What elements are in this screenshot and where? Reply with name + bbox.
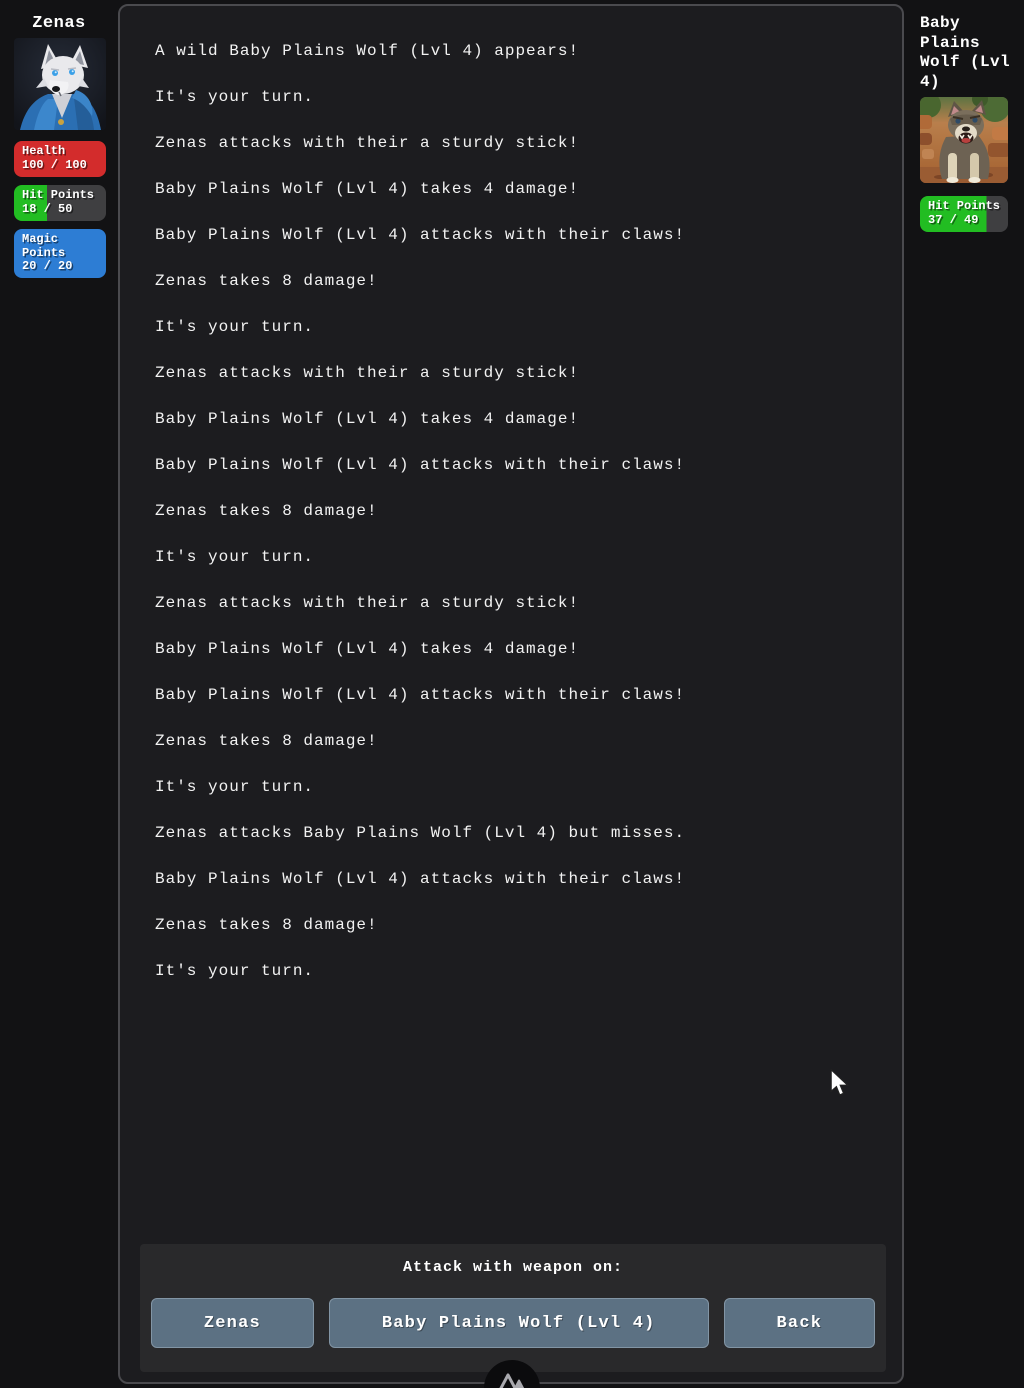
wolf-pup-portrait-icon — [920, 97, 1008, 183]
log-message: It's your turn. — [155, 962, 315, 980]
enemy-avatar — [920, 97, 1008, 183]
target-baby-plains-wolf-button[interactable]: Baby Plains Wolf (Lvl 4) — [329, 1298, 709, 1348]
back-button[interactable]: Back — [724, 1298, 876, 1348]
enemy-panel — [910, 0, 1024, 1388]
stat-label: Magic Points — [22, 232, 66, 260]
log-message: Zenas takes 8 damage! — [155, 502, 378, 520]
enemy-hitpoints-badge — [920, 196, 1008, 232]
log-message: Baby Plains Wolf (Lvl 4) attacks with their claws! — [155, 226, 686, 244]
log-message: Zenas takes 8 damage! — [155, 916, 378, 934]
log-message: Zenas takes 8 damage! — [155, 732, 378, 750]
stat-label: Hit Points — [928, 199, 1001, 213]
stat-label: Health — [22, 144, 66, 158]
log-message: Zenas takes 8 damage! — [155, 272, 378, 290]
log-message: A wild Baby Plains Wolf (Lvl 4) appears! — [155, 42, 580, 60]
action-panel — [140, 1244, 886, 1372]
log-message: Baby Plains Wolf (Lvl 4) attacks with their claws! — [155, 870, 686, 888]
action-buttons-row — [140, 1298, 886, 1348]
stat-value: 37 / 49 — [928, 212, 979, 227]
log-message: Baby Plains Wolf (Lvl 4) takes 4 damage! — [155, 180, 580, 198]
log-message: Baby Plains Wolf (Lvl 4) attacks with their claws! — [155, 686, 686, 704]
anvil-logo-icon — [494, 1366, 530, 1388]
log-message: Baby Plains Wolf (Lvl 4) takes 4 damage! — [155, 410, 580, 428]
log-message: It's your turn. — [155, 318, 315, 336]
action-prompt: Attack with weapon on: — [402, 1259, 624, 1276]
log-message: Zenas attacks Baby Plains Wolf (Lvl 4) but misses. — [155, 824, 686, 842]
log-message: Zenas attacks with their a sturdy stick! — [155, 364, 580, 382]
log-message: It's your turn. — [155, 88, 315, 106]
battle-log — [155, 42, 872, 1008]
player-magicpoints-badge — [14, 229, 106, 278]
stat-value: 20 / 20 — [22, 259, 73, 273]
log-message: Baby Plains Wolf (Lvl 4) attacks with their claws! — [155, 456, 686, 474]
player-health-badge — [14, 141, 106, 177]
log-message: Baby Plains Wolf (Lvl 4) takes 4 damage! — [155, 640, 580, 658]
log-message: It's your turn. — [155, 778, 315, 796]
log-message: It's your turn. — [155, 548, 315, 566]
stat-label: Hit Points — [22, 188, 95, 202]
target-zenas-button[interactable]: Zenas — [151, 1298, 314, 1348]
log-message: Zenas attacks with their a sturdy stick! — [155, 134, 580, 152]
player-avatar — [14, 38, 106, 130]
stat-value: 100 / 100 — [22, 157, 87, 172]
battle-log-panel — [118, 4, 904, 1384]
player-name: Zenas — [32, 14, 86, 33]
player-panel — [0, 0, 118, 1388]
player-hitpoints-badge — [14, 185, 106, 221]
log-message: Zenas attacks with their a sturdy stick! — [155, 594, 580, 612]
white-wolf-portrait-icon — [14, 38, 106, 130]
stat-value: 18 / 50 — [22, 201, 73, 216]
enemy-name: Baby Plains Wolf (Lvl 4) — [920, 14, 1011, 91]
